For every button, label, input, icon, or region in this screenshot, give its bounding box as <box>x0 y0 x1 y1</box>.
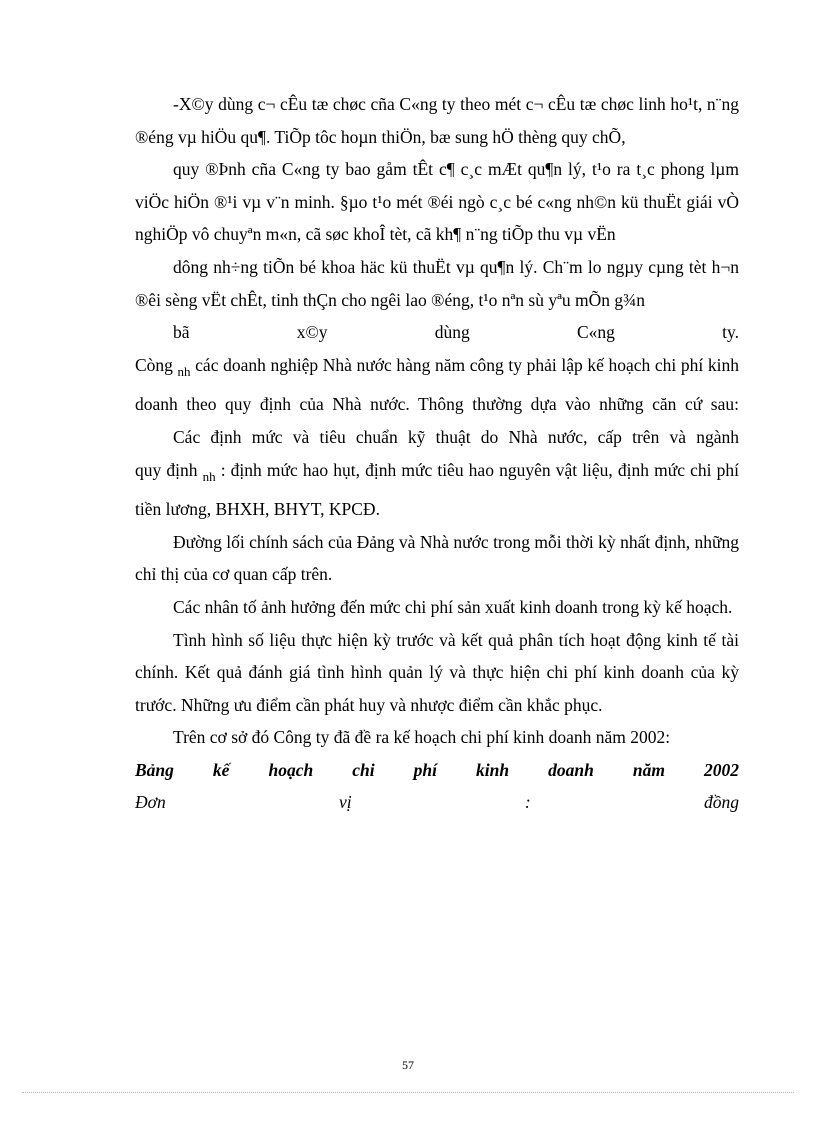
paragraph-5-start: Còng <box>135 354 178 375</box>
body-text <box>135 88 739 819</box>
paragraph-7-subscript: nh <box>202 468 216 484</box>
paragraph-3: dông nh÷ng tiÕn bé khoa häc kü thuËt vµ qu¶n lý. Ch¨m lo ngµy cµng tèt h¬n ®êi sèng vËt chÊt, tinh thÇn cho ngêi lao ®éng, t¹o nªn sù yªu mÕn g¾n <box>135 256 739 310</box>
unit-line: Đơn vị : đồng <box>135 792 739 813</box>
paragraph-5 <box>135 349 739 421</box>
paragraph-1: -X©y dùng c¬ cÊu tæ chøc cña C«ng ty theo mét c¬ cÊu tæ chøc linh ho¹t, n¨ng ®éng vµ hiÖu qu¶. TiÕp tôc hoµn thiÖn, bæ sung hÖ thèng quy chÕ, <box>135 94 739 147</box>
table-title: Bảng kế hoạch chi phí kinh doanh năm 2002 <box>135 759 739 780</box>
paragraph-11: Trên cơ sở đó Công ty đã đề ra kế hoạch chi phí kinh doanh năm 2002: <box>173 727 671 748</box>
paragraph-2: quy ®Þnh cña C«ng ty bao gåm tÊt c¶ c¸c mÆt qu¶n lý, t¹o ra t¸c phong lµm viÖc hiÖn ®¹i vµ v¨n minh. §µo t¹o mét ®éi ngò c¸c bé c«ng nh©n kü thuËt giái vÒ nghiÖp vô chuyªn m«n, cã søc khoÎ tèt, cã kh¶ n¨ng tiÕp thu vµ vËn <box>135 159 739 245</box>
paragraph-10: Tình hình số liệu thực hiện kỳ trước và kết quả phân tích hoạt động kinh tế tài chính. Kết quả đánh giá tình hình quản lý và thực hiện chi phí kinh doanh của kỳ trước. Những ưu điểm cần phát huy và nhược điểm cần khắc phục. <box>135 629 739 715</box>
paragraph-7 <box>135 454 739 526</box>
paragraph-5-subscript: nh <box>177 363 191 379</box>
paragraph-9: Các nhân tố ảnh hưởng đến mức chi phí sản xuất kinh doanh trong kỳ kế hoạch. <box>173 596 733 617</box>
paragraph-7-start: quy định <box>135 459 203 480</box>
page-bottom-divider <box>22 1092 794 1093</box>
paragraph-6: Các định mức và tiêu chuẩn kỹ thuật do Nhà nước, cấp trên và ngành <box>173 426 739 447</box>
page-number: 57 <box>402 1058 414 1072</box>
paragraph-4: bã x©y dùng C«ng ty. <box>173 322 739 343</box>
paragraph-5-rest: các doanh nghiệp Nhà nước hàng năm công ty phải lập kế hoạch chi phí kinh doanh theo quy định của Nhà nước. Thông thường dựa vào những căn cứ sau: <box>135 354 739 415</box>
paragraph-7-rest: : định mức hao hụt, định mức tiêu hao nguyên vật liệu, định mức chi phí tiền lương, BHXH, BHYT, KPCĐ. <box>135 459 739 520</box>
paragraph-8: Đường lối chính sách của Đảng và Nhà nước trong mỗi thời kỳ nhất định, những chỉ thị của cơ quan cấp trên. <box>135 531 739 585</box>
